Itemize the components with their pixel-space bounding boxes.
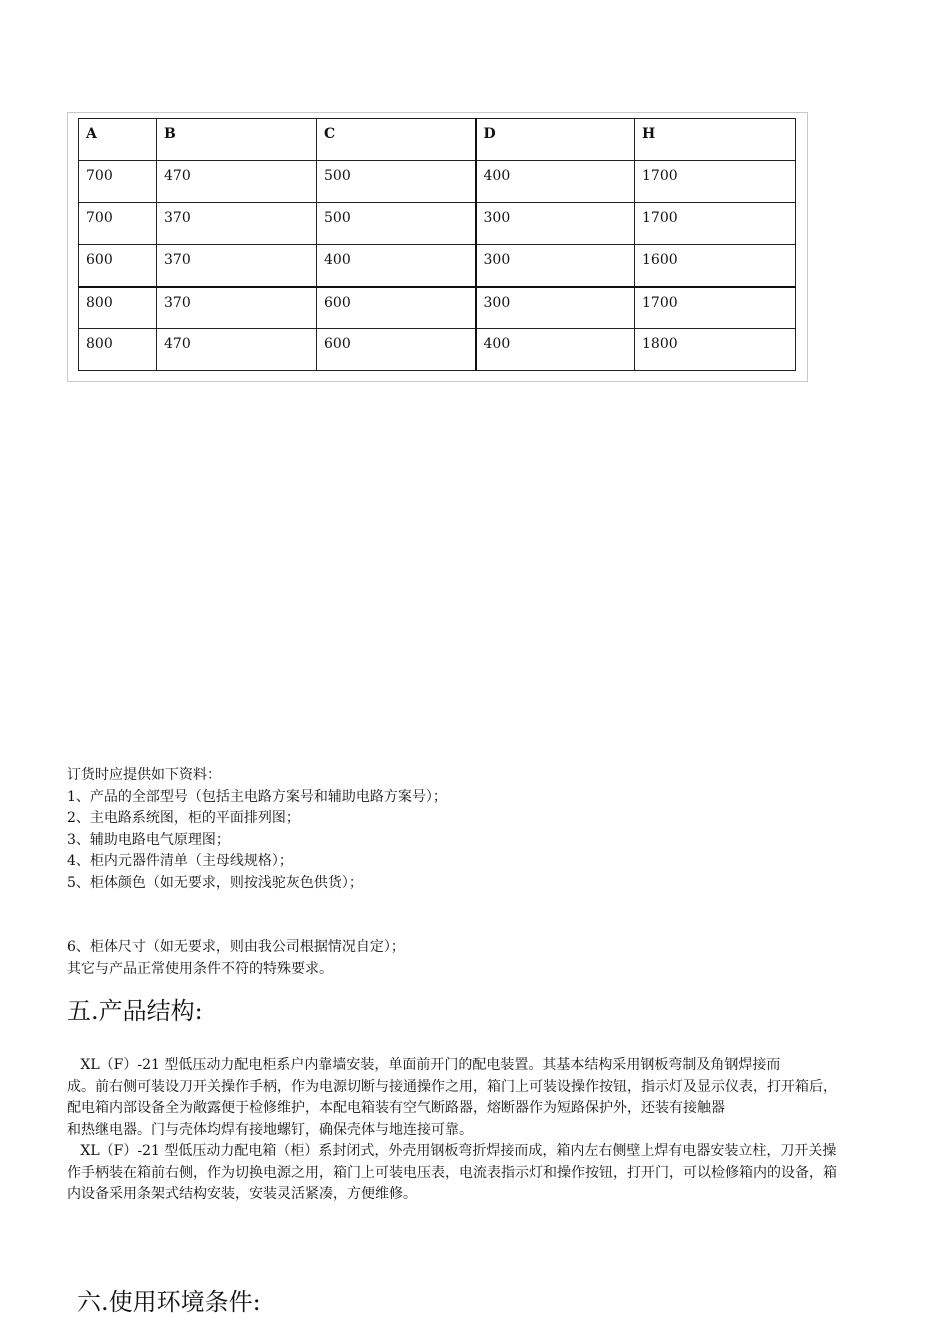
- paragraph-line: 和热继电器。门与壳体均焊有接地螺钉，确保壳体与地连接可靠。: [67, 1121, 473, 1138]
- paragraph-line: XL（F）-21 型低压动力配电柜系户内靠墙安装，单面前开门的配电装置。其基本结构采用钢板弯制及角钢焊接而: [67, 1057, 781, 1073]
- dimension-table-image: [67, 112, 808, 382]
- table-cell: 300: [476, 245, 635, 287]
- table-row: [79, 245, 796, 287]
- table-cell: 300: [476, 203, 635, 245]
- table-cell: 600: [317, 287, 476, 329]
- dimension-table: [78, 118, 796, 371]
- table-cell: 300: [476, 287, 635, 329]
- table-cell: 1600: [635, 245, 796, 287]
- header-cell-a: A: [79, 119, 157, 161]
- table-cell: 400: [317, 245, 476, 287]
- paragraph-line: XL（F）-21 型低压动力配电箱（柜）系封闭式，外壳用钢板弯折焊接而成，箱内左右侧壁上焊有电器安装立柱，刀开关操作手柄装在箱前右侧，作为切换电源之用，箱门上可装电压表，电流表指示灯和操作按钮，打开门，可以检修箱内的设备，箱内设备采用条架式结构安装，安装灵活紧凑，方便维修。: [67, 1143, 837, 1202]
- header-cell-h: H: [635, 119, 796, 161]
- table-cell: 1800: [635, 329, 796, 371]
- ordering-intro: 订货时应提供如下资料：: [67, 767, 221, 783]
- ordering-item: 4、柜内元器件清单（主母线规格）；: [67, 853, 293, 869]
- section-heading-environment: 六.使用环境条件:: [77, 1288, 261, 1316]
- table-cell: 1700: [635, 203, 796, 245]
- ordering-item: 6、柜体尺寸（如无要求，则由我公司根据情况自定）；: [67, 939, 405, 955]
- table-cell: 700: [79, 161, 157, 203]
- table-cell: 500: [317, 161, 476, 203]
- table-cell: 600: [317, 329, 476, 371]
- ordering-other: 其它与产品正常使用条件不符的特殊要求。: [67, 961, 333, 977]
- ordering-info-list: [67, 765, 867, 894]
- table-cell: 800: [79, 287, 157, 329]
- table-cell: 700: [79, 203, 157, 245]
- table-cell: 470: [157, 329, 317, 371]
- section-heading-product-structure: 五.产品结构:: [67, 997, 203, 1025]
- table-header-row: [79, 119, 796, 161]
- table-row: [79, 329, 796, 371]
- table-cell: 470: [157, 161, 317, 203]
- ordering-item: 2、主电路系统图，柜的平面排列图；: [67, 810, 300, 826]
- header-cell-b: B: [157, 119, 317, 161]
- table-cell: 400: [476, 329, 635, 371]
- table-cell: 1700: [635, 161, 796, 203]
- table-row: [79, 203, 796, 245]
- paragraph-line: 成。前右侧可装设刀开关操作手柄，作为电源切断与接通操作之用，箱门上可装设操作按钮，指示灯及显示仪表，打开箱后，配电箱内部设备全为敞露便于检修维护，本配电箱装有空气断路器，熔断器作为短路保护外，还装有接触器: [67, 1078, 837, 1116]
- table-cell: 370: [157, 287, 317, 329]
- table-cell: 370: [157, 245, 317, 287]
- product-structure-body: [67, 1055, 840, 1206]
- table-row: [79, 161, 796, 203]
- ordering-info-extra: [67, 937, 867, 981]
- ordering-item: 3、辅助电路电气原理图；: [67, 831, 230, 848]
- table-cell: 370: [157, 203, 317, 245]
- table-cell: 600: [79, 245, 157, 287]
- ordering-item: 1、产品的全部型号（包括主电路方案号和辅助电路方案号）；: [67, 788, 447, 805]
- table-cell: 500: [317, 203, 476, 245]
- header-cell-d: D: [476, 119, 635, 161]
- header-cell-c: C: [317, 119, 476, 161]
- table-row: [79, 287, 796, 329]
- table-cell: 400: [476, 161, 635, 203]
- table-cell: 800: [79, 329, 157, 371]
- ordering-item: 5、柜体颜色（如无要求，则按浅驼灰色供货）；: [67, 874, 363, 891]
- table-cell: 1700: [635, 287, 796, 329]
